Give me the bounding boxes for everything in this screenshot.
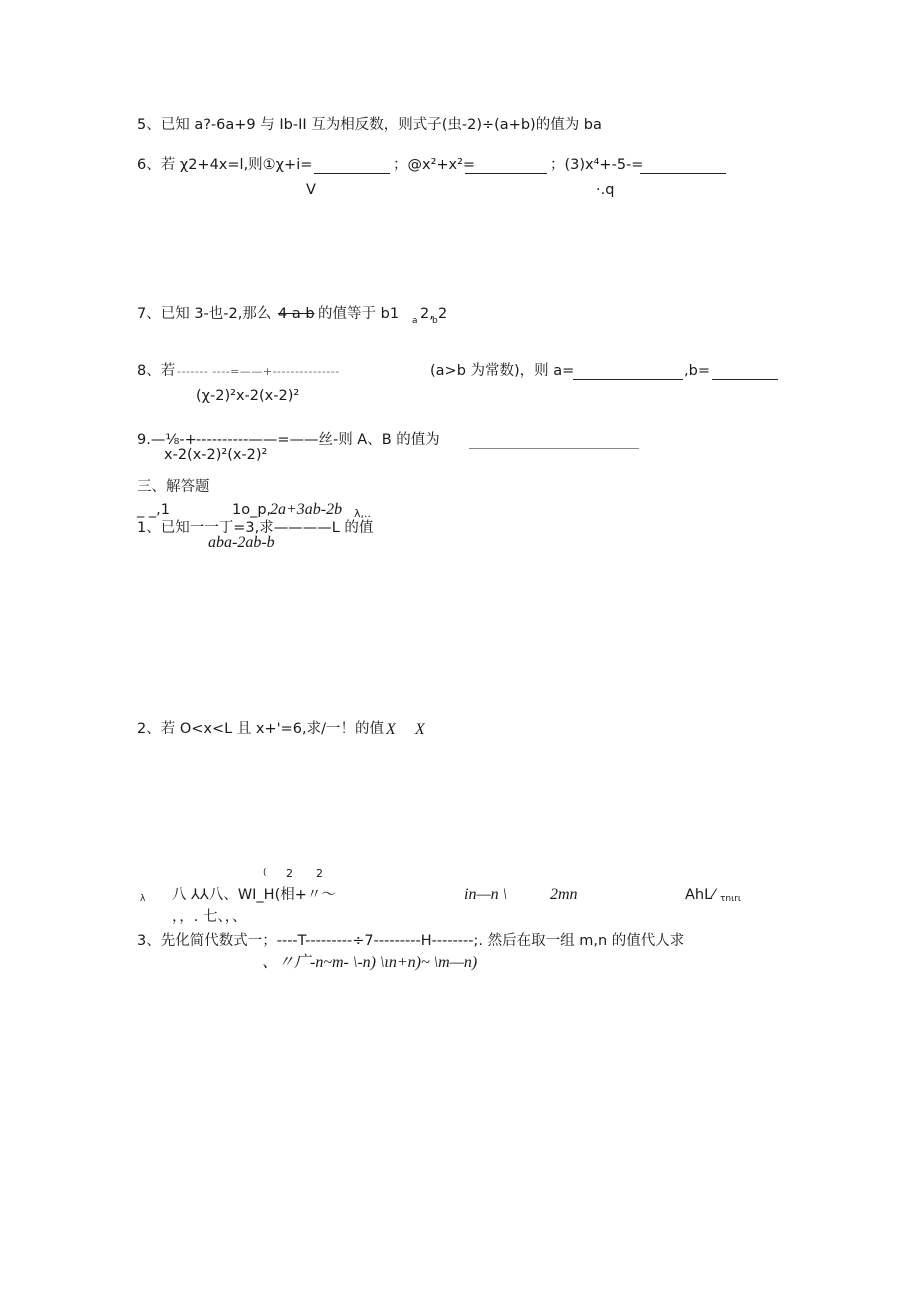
- question-8-denominators: (χ-2)²x-2(x-2)²: [196, 388, 300, 404]
- section-heading-3: 三、解答题: [137, 479, 210, 495]
- problem-3-exp-a: 2: [286, 867, 293, 880]
- question-6-under-q: ·.q: [596, 182, 615, 198]
- question-8-blank-b[interactable]: [712, 379, 778, 380]
- question-8-lead: 8、若: [137, 363, 176, 379]
- problem-3-frac-b: 2mn: [550, 886, 578, 903]
- question-7-sub-b: b: [432, 316, 438, 326]
- question-7-strike: 4 a b: [278, 306, 315, 322]
- question-6-part-2: ；@x²+x²=: [393, 157, 476, 173]
- problem-3-row-2: ，，. 七、，、: [172, 909, 247, 925]
- problem-1-top-c: 2a+3ab-2b: [270, 501, 343, 518]
- question-8-b-label: ,b=: [684, 363, 710, 379]
- question-8-fraction-bars: ------- ----=——+---------------: [177, 365, 340, 378]
- question-9-lead: 9.—⅛-+: [137, 432, 197, 448]
- problem-1-denominator: aba-2ab-b: [208, 534, 275, 551]
- problem-2-main: 2、若 O<x<L 且 x+'=6,求/一！的值: [137, 721, 385, 737]
- question-8-tail: (a>b 为常数)，则 a=: [430, 363, 575, 379]
- question-9-blank[interactable]: [469, 448, 639, 449]
- question-9-body: ----------——=——丝-则 A、B 的值为: [196, 432, 440, 448]
- problem-2-x-1: X: [386, 721, 396, 738]
- problem-3-row-4: 、〃广-n~m- \-n) \ιn+n)~ \m—n): [262, 954, 478, 971]
- problem-3-frac-c: AhL⁄: [685, 887, 715, 903]
- problem-1-top-a: _ _,1: [137, 502, 170, 518]
- question-7-mid: 的值等于 b1: [318, 306, 400, 322]
- problem-3-frac-a: in—n \: [464, 886, 508, 903]
- problem-3-lambda: λ: [140, 894, 146, 904]
- question-5: 5、已知 a?-6a+9 与 Ib-II 互为相反数，则式子(虫-2)÷(a+b)的值为 ba: [137, 117, 602, 133]
- problem-3-frac-c-sub: τnιrι: [720, 894, 741, 904]
- question-7-two-1: 2,: [420, 306, 434, 322]
- question-7-lead: 7、已知 3-也-2,那么: [137, 306, 272, 322]
- question-9-denominators: x-2(x-2)²(x-2)²: [164, 447, 268, 463]
- problem-1-top-d: λ,..: [354, 507, 371, 520]
- problem-1-top-b: 1o_p,: [232, 502, 272, 518]
- question-7-two-2: 2: [438, 306, 448, 322]
- question-7-sub-a: a: [412, 316, 418, 326]
- problem-3-paren: (: [263, 868, 267, 878]
- question-6-blank-1[interactable]: [314, 173, 390, 174]
- question-6-part-3: ；(3)x⁴+-5-=: [550, 157, 644, 173]
- problem-1-main: 1、已知一一丁=3,求————L 的值: [137, 520, 374, 536]
- problem-3-main: 3、先化简代数式一；----T---------÷7---------H--------;. 然后在取一组 m,n 的值代人求: [137, 933, 685, 949]
- problem-3-exp-b: 2: [316, 867, 323, 880]
- question-6-blank-2[interactable]: [465, 173, 547, 174]
- problem-3-row-1: 八 ⅄⅄八、WI_H(相+〃〜: [172, 887, 336, 903]
- question-6-lead: 6、若 χ2+4x=l,则①χ+i=: [137, 157, 313, 173]
- question-6-blank-3[interactable]: [640, 173, 726, 174]
- question-6-under-v: V: [306, 182, 316, 198]
- question-8-blank-a[interactable]: [573, 379, 683, 380]
- problem-2-x-2: X: [415, 721, 425, 738]
